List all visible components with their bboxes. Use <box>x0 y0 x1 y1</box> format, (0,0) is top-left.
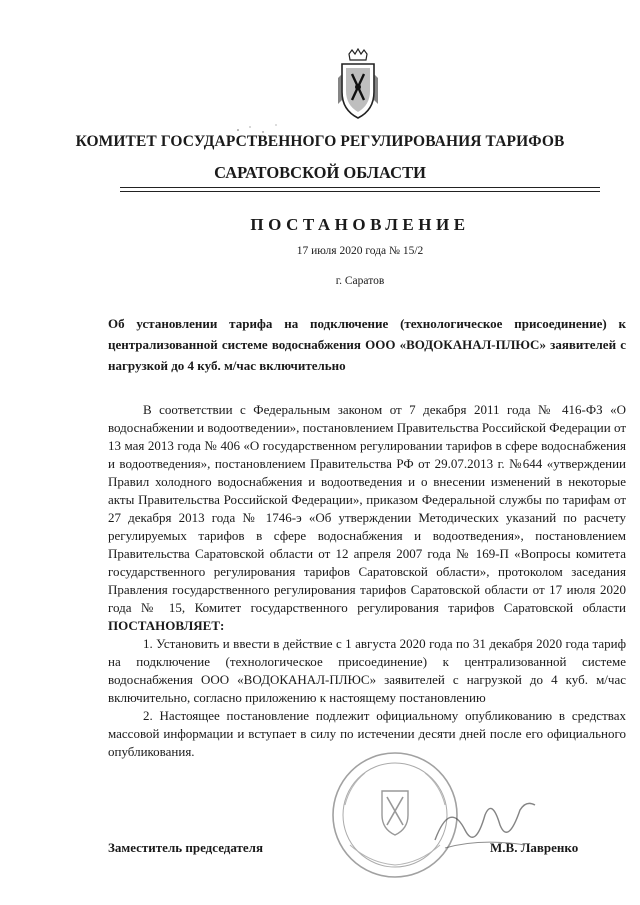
saratov-coat-of-arms-icon <box>336 48 380 120</box>
resolves-word: ПОСТАНОВЛЯЕТ: <box>108 618 225 633</box>
document-subject: Об установлении тарифа на подключение (технологическое присоединение) к централизованной системе водоснабжения ООО «ВОДОКАНАЛ-ПЛЮС» заявителей с нагрузкой до 4 куб. м/час включительно <box>108 316 626 373</box>
preamble-paragraph <box>108 401 626 635</box>
document-city: г. Саратов <box>335 275 385 287</box>
header-divider <box>120 187 600 188</box>
signatory-name: М.В. Лавренко <box>490 840 579 855</box>
document-date-number: 17 июля 2020 года № 15/2 <box>296 245 424 257</box>
signatory-position: Заместитель председателя <box>108 840 264 855</box>
item-2: 2. Настоящее постановление подлежит официальному опубликованию в средствах массовой информации и вступает в силу по истечении десяти дней после его официального опубликования. <box>108 708 626 759</box>
header-divider-thin <box>120 191 600 192</box>
document-type-heading: ПОСТАНОВЛЕНИЕ <box>250 215 470 234</box>
document-body <box>108 401 626 761</box>
preamble-text: В соответствии с Федеральным законом от 7 декабря 2011 года № 416-ФЗ «О водоснабжении и водоотведении», постановлением Правительства Российской Федерации от 13 мая 2013 года № 406 «О государственном регулировании тарифов в сфере водоснабжения и водоотведения», постановлением Правительства РФ от 29.07.2013 г. №644 «утверждении Правил холодного водоснабжения и водоотведения и о внесении изменений в некоторые акты Правительства Российской Федерации», приказом Федеральной службы по тарифам от 27 декабря 2013 года № 1746-э «Об утверждении Методических указаний по расчету регулируемых тарифов в сфере водоснабжения и водоотведения», постановлением Правительства Саратовской области от 12 апреля 2007 года № 169-П «Вопросы комитета государственного регулирования тарифов Саратовской области», протоколом заседания Правления государственного регулирования тарифов Саратовской области от 17 июля 2020 года № 15, Комитет государственного регулирования тарифов Саратовской области <box>108 402 626 615</box>
region-title: САРАТОВСКОЙ ОБЛАСТИ <box>214 163 426 182</box>
item-1: 1. Установить и ввести в действие с 1 августа 2020 года по 31 декабря 2020 года тариф на подключение (технологическое присоединение) к централизованной системе водоснабжения ООО «ВОДОКАНАЛ-ПЛЮС» заявителей с нагрузкой до 4 куб. м/час включительно, согласно приложению к настоящему постановлению <box>108 636 626 705</box>
committee-title: КОМИТЕТ ГОСУДАРСТВЕННОГО РЕГУЛИРОВАНИЯ ТАРИФОВ <box>75 133 565 150</box>
